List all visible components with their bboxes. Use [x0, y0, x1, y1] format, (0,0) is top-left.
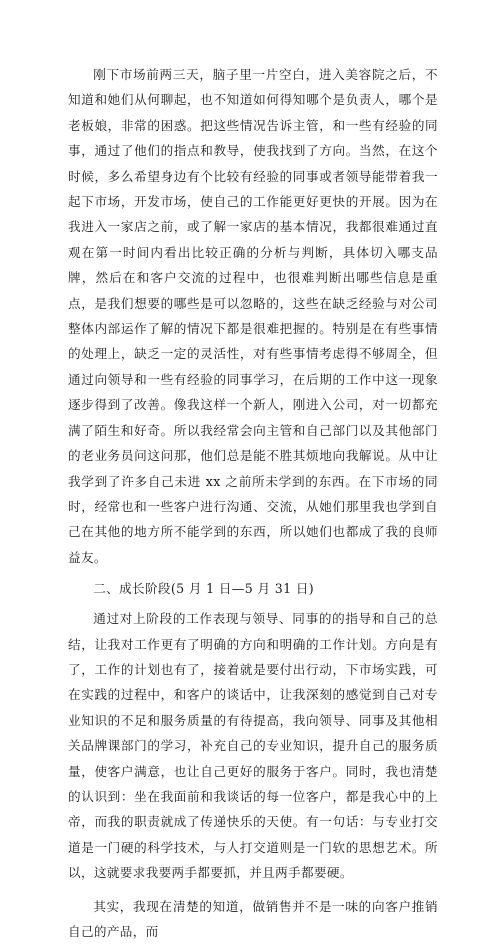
body-paragraph: 其实，我现在清楚的知道，做销售并不是一味的向客户推销自己的产品，而	[68, 898, 438, 939]
section-heading: 二、成长阶段(5 月 1 日—5 月 31 日)	[93, 581, 315, 597]
body-paragraph: 刚下市场前两三天，脑子里一片空白，进入美容院之后，不知道和她们从何聊起，也不知道如何得知哪个是负责人，哪个是老板娘，非常的困惑。把这些情况告诉主管，和一些有经验的同事，通过了他们的指点和教导，使我找到了方向。当然，在这个时候，多么希望身边有个比较有经验的同事或者领导能带着我一起下市场，开发市场，使自己的工作能更好更快的开展。因为在我进入一家店之前，或了解一家店的基本情况，我都很难通过直观在第一时间内看出比较正确的分析与判断，具体切入哪支品牌，然后在和客户交流的过程中，也很难判断出哪些信息是重点，是我们想要的哪些是可以忽略的，这些在缺乏经验与对公司整体内部运作了解的情况下都是很难把握的。特别是在有些事情的处理上，缺乏一定的灵活性，对有些事情考虑得不够周全，但通过向领导和一些有经验的同事学习，在后期的工作中这一现象逐步得到了改善。像我这样一个新人，刚进入公司，对一切都充满了陌生和好奇。所以我经常会向主管和自己部门以及其他部门的老业务员问这问那，他们总是能不胜其烦地向我解说。从中让我学到了许多自己未进 xx 之前所未学到的东西。在下市场的同时，经常也和一些客户进行沟通、交流，从她们那里我也学到自己在其他的地方所不能学到的东西，所以她们也都成了我的良师益友。	[68, 67, 438, 565]
body-paragraph: 通过对上阶段的工作表现与领导、同事的的指导和自己的总结，让我对工作更有了明确的方向和明确的工作计划。方向是有了，工作的计划也有了，接着就是要付出行动，下市场实践，可在实践的过程中，和客户的谈话中，让我深刻的感觉到自己对专业知识的不足和服务质量的有待提高，我向领导、同事及其他相关品牌课部门的学习，补充自己的专业知识，提升自己的服务质量，使客户满意，也让自己更好的服务于客户。同时，我也清楚的认识到：坐在我面前和我谈话的每一位客户，都是我心中的上帝，而我的职责就成了传递快乐的天使。有一句话：与专业打交道是一门硬的科学技术，与人打交道则是一门软的思想艺术。所以，这就要求我要两手都要抓，并且两手都要硬。	[68, 611, 438, 881]
